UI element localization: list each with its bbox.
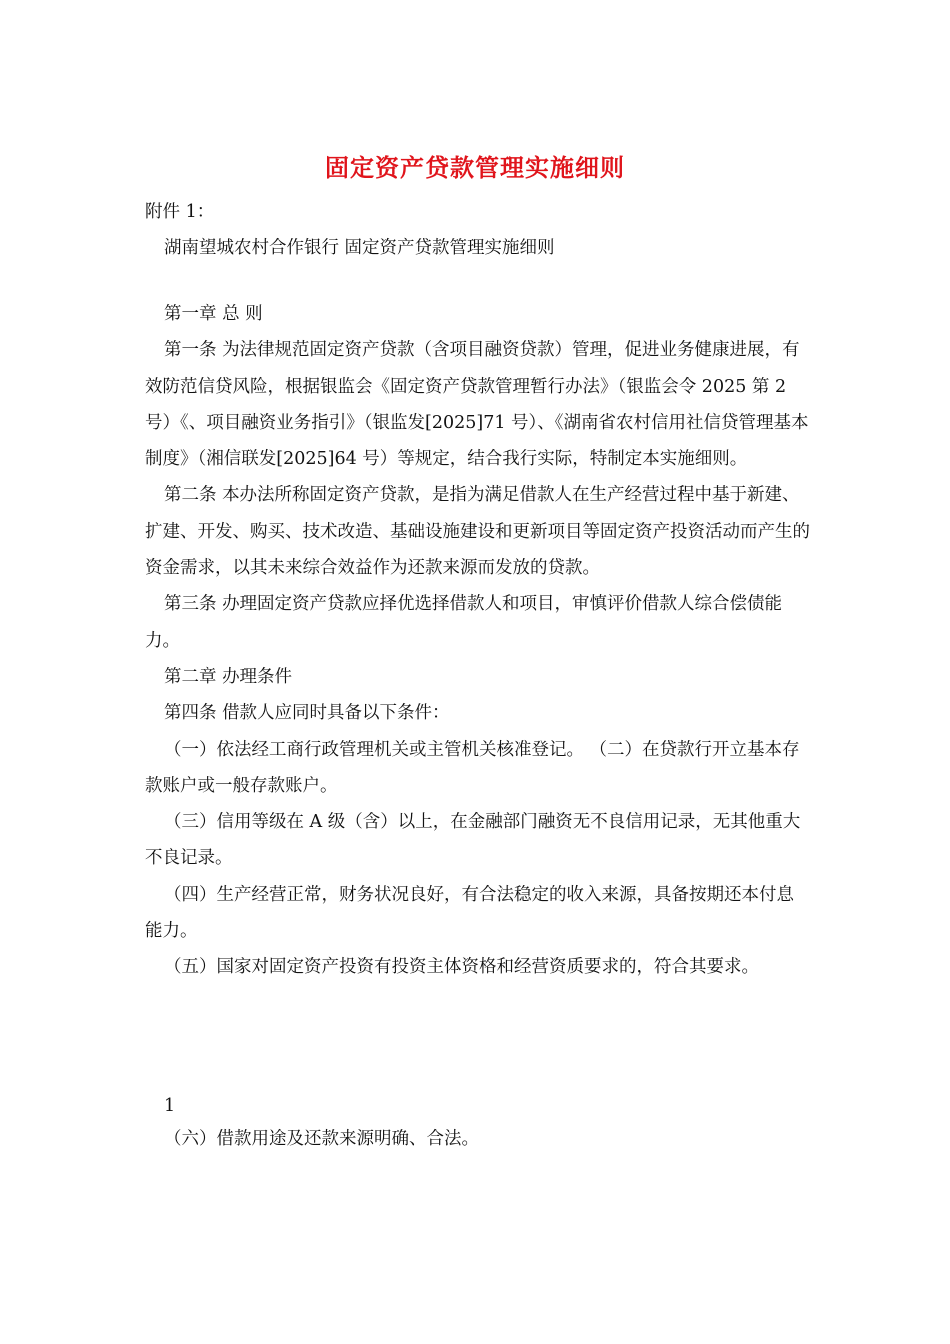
condition-item: （四）生产经营正常，财务状况良好，有合法稳定的收入来源，具备按期还本付息能力。 <box>145 884 794 942</box>
article-paragraph: 第一条 为法律规范固定资产贷款（含项目融资贷款）管理，促进业务健康进展，有效防范信贷风险，根据银监会《固定资产贷款管理暂行办法》（银监会令 2025 第 2 号）《、项目融资业务指引》（银监发[2025]71 号）、《湖南省农村信用社信贷管理基本制度》（湘信联发[2025]64 号）等规定，结合我行实际，特制定本实施细则。 <box>145 340 809 470</box>
document-body <box>145 296 810 986</box>
chapter-heading: 第一章 总 则 <box>164 304 263 324</box>
article-paragraph: 第四条 借款人应同时具备以下条件： <box>164 703 450 724</box>
document-title: 固定资产贷款管理实施细则 <box>325 153 625 182</box>
header-block <box>145 194 810 267</box>
condition-item: （三）信用等级在 A 级（含）以上，在金融部门融资无不良信用记录，无其他重大不良记录。 <box>145 812 801 869</box>
article-paragraph: 第二条 本办法所称固定资产贷款，是指为满足借款人在生产经营过程中基于新建、扩建、开发、购买、技术改造、基础设施建设和更新项目等固定资产投资活动而产生的资金需求，以其未来综合效益作为还款来源而发放的贷款。 <box>145 485 810 579</box>
condition-item: （一）依法经工商行政管理机关或主管机关核准登记。 （二）在贷款行开立基本存款账户或一般存款账户。 <box>145 739 800 796</box>
condition-item-next-page: （六）借款用途及还款来源明确、合法。 <box>164 1129 479 1149</box>
page-number: 1 <box>164 1096 176 1116</box>
document-subtitle: 湖南望城农村合作银行 固定资产贷款管理实施细则 <box>164 238 555 259</box>
annex-label: 附件 1： <box>145 202 215 222</box>
article-paragraph: 第三条 办理固定资产贷款应择优选择借款人和项目，审慎评价借款人综合偿债能力。 <box>145 594 783 651</box>
chapter-heading: 第二章 办理条件 <box>164 666 293 687</box>
condition-item: （五）国家对固定资产投资有投资主体资格和经营资质要求的，符合其要求。 <box>164 957 759 978</box>
